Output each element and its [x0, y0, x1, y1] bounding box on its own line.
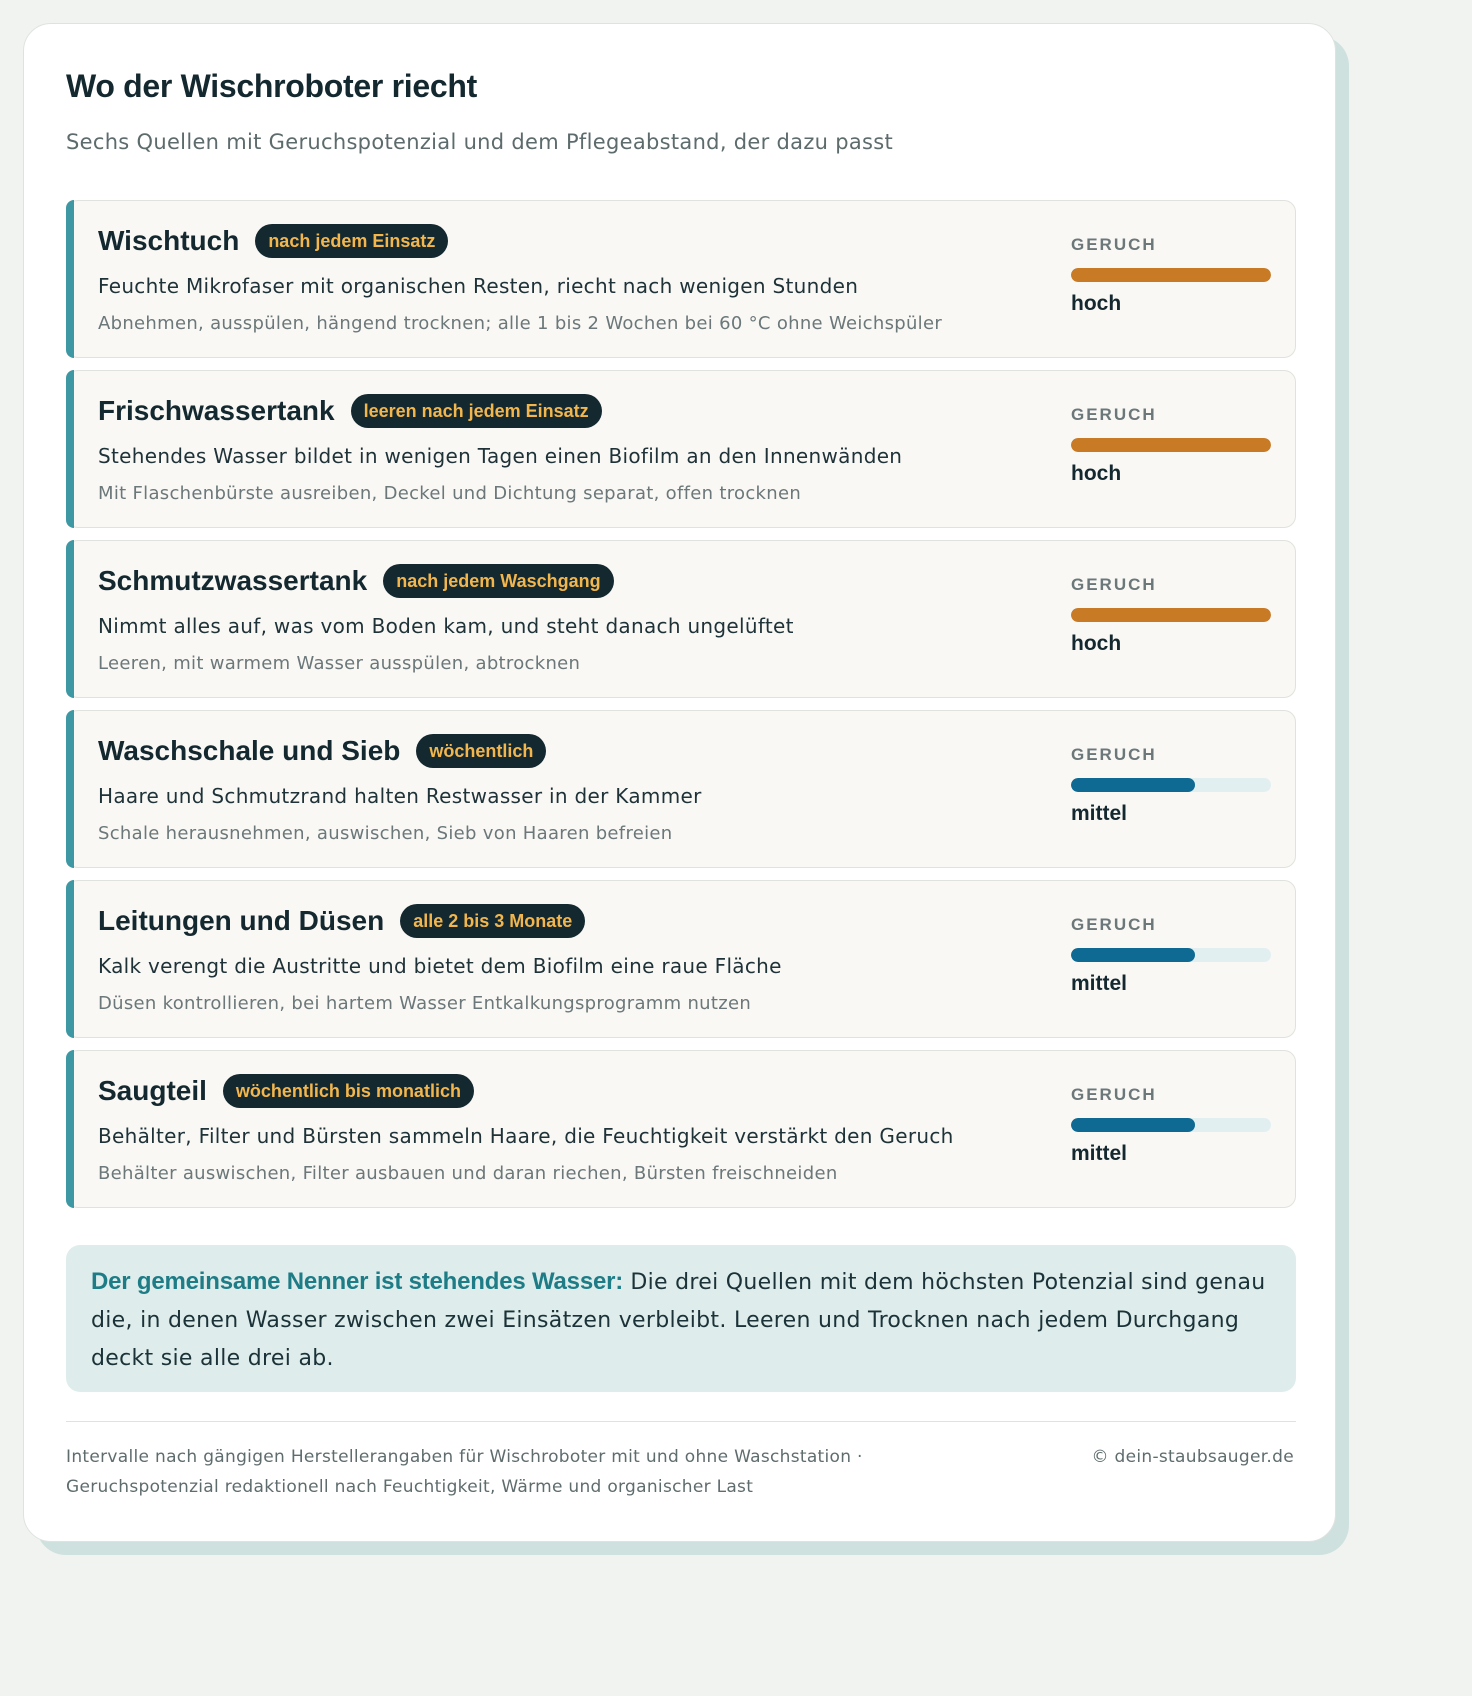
source-name: Schmutzwassertank	[98, 565, 368, 596]
odor-meter	[1071, 1085, 1271, 1166]
odor-bar-fill	[1071, 268, 1271, 282]
odor-label: GERUCH	[1071, 1085, 1157, 1104]
odor-bar-track	[1071, 778, 1271, 792]
care-instructions: Behälter auswischen, Filter ausbauen und daran riechen, Bürsten freischneiden	[98, 1163, 838, 1184]
odor-bar-fill	[1071, 948, 1195, 962]
odor-meter	[1071, 405, 1271, 486]
odor-bar-fill	[1071, 438, 1271, 452]
source-row	[66, 710, 1296, 868]
interval-badge: leeren nach jedem Einsatz	[351, 394, 602, 428]
odor-level: hoch	[1071, 292, 1122, 315]
source-description: Stehendes Wasser bildet in wenigen Tagen einen Biofilm an den Innenwänden	[98, 444, 903, 468]
source-header	[98, 1074, 474, 1108]
odor-bar-fill	[1071, 778, 1195, 792]
odor-meter	[1071, 915, 1271, 996]
footer-note	[66, 1442, 863, 1502]
odor-level: hoch	[1071, 462, 1122, 485]
interval-badge: nach jedem Waschgang	[383, 564, 613, 598]
source-name: Wischtuch	[98, 225, 240, 256]
source-name: Leitungen und Düsen	[98, 905, 385, 936]
interval-badge: wöchentlich bis monatlich	[223, 1074, 474, 1108]
care-instructions: Schale herausnehmen, auswischen, Sieb von Haaren befreien	[98, 823, 673, 844]
odor-meter	[1071, 235, 1271, 316]
infographic-card	[23, 23, 1336, 1542]
source-header	[98, 564, 614, 598]
interval-badge: nach jedem Einsatz	[255, 224, 448, 258]
source-name: Frischwassertank	[98, 395, 335, 426]
source-header	[98, 734, 546, 768]
odor-bar-track	[1071, 608, 1271, 622]
odor-meter	[1071, 575, 1271, 656]
source-row	[66, 200, 1296, 358]
page-title: Wo der Wischroboter riecht	[66, 68, 477, 104]
odor-label: GERUCH	[1071, 235, 1157, 254]
interval-badge: alle 2 bis 3 Monate	[400, 904, 585, 938]
odor-meter	[1071, 745, 1271, 826]
footer-divider	[66, 1421, 1296, 1422]
odor-bar-fill	[1071, 1118, 1195, 1132]
source-description: Haare und Schmutzrand halten Restwasser in der Kammer	[98, 784, 702, 808]
source-description: Feuchte Mikrofaser mit organischen Resten, riecht nach wenigen Stunden	[98, 274, 859, 298]
source-description: Behälter, Filter und Bürsten sammeln Haare, die Feuchtigkeit verstärkt den Geruch	[98, 1124, 954, 1148]
callout-text: Die drei Quellen mit dem höchsten Potenzial sind genau die, in denen Wasser zwischen zwei Einsätzen verbleibt. Leeren und Trocknen nach jedem Durchgang deckt sie alle drei ab.	[91, 1270, 1266, 1371]
odor-bar-track	[1071, 438, 1271, 452]
source-name: Waschschale und Sieb	[98, 735, 401, 766]
source-name: Saugteil	[98, 1075, 207, 1106]
odor-level: mittel	[1071, 802, 1128, 825]
care-instructions: Düsen kontrollieren, bei hartem Wasser Entkalkungsprogramm nutzen	[98, 993, 752, 1014]
source-row	[66, 880, 1296, 1038]
odor-bar-track	[1071, 268, 1271, 282]
source-row	[66, 540, 1296, 698]
source-row	[66, 370, 1296, 528]
footer-note-line-2: Geruchspotenzial redaktionell nach Feuchtigkeit, Wärme und organischer Last	[66, 1477, 754, 1497]
copyright: © dein-staubsauger.de	[1091, 1447, 1294, 1467]
source-header	[98, 224, 448, 258]
care-instructions: Abnehmen, ausspülen, hängend trocknen; alle 1 bis 2 Wochen bei 60 °C ohne Weichspüler	[98, 313, 943, 334]
footer-note-line-1: Intervalle nach gängigen Herstellerangaben für Wischroboter mit und ohne Waschstation ·	[66, 1447, 863, 1467]
odor-bar-track	[1071, 1118, 1271, 1132]
odor-label: GERUCH	[1071, 575, 1157, 594]
odor-source-list	[66, 200, 1296, 1220]
summary-callout	[66, 1245, 1296, 1392]
odor-level: hoch	[1071, 632, 1122, 655]
odor-label: GERUCH	[1071, 405, 1157, 424]
odor-level: mittel	[1071, 1142, 1128, 1165]
odor-level: mittel	[1071, 972, 1128, 995]
odor-bar-track	[1071, 948, 1271, 962]
care-instructions: Mit Flaschenbürste ausreiben, Deckel und Dichtung separat, offen trocknen	[98, 483, 802, 504]
interval-badge: wöchentlich	[416, 734, 546, 768]
source-header	[98, 904, 585, 938]
odor-label: GERUCH	[1071, 915, 1157, 934]
odor-label: GERUCH	[1071, 745, 1157, 764]
source-row	[66, 1050, 1296, 1208]
source-header	[98, 394, 602, 428]
odor-bar-fill	[1071, 608, 1271, 622]
care-instructions: Leeren, mit warmem Wasser ausspülen, abtrocknen	[98, 653, 581, 674]
callout-heading: Der gemeinsame Nenner ist stehendes Wasser:	[91, 1268, 624, 1295]
source-description: Kalk verengt die Austritte und bietet dem Biofilm eine raue Fläche	[98, 954, 782, 978]
page-subtitle: Sechs Quellen mit Geruchspotenzial und dem Pflegeabstand, der dazu passt	[66, 130, 894, 154]
source-description: Nimmt alles auf, was vom Boden kam, und steht danach ungelüftet	[98, 614, 794, 638]
